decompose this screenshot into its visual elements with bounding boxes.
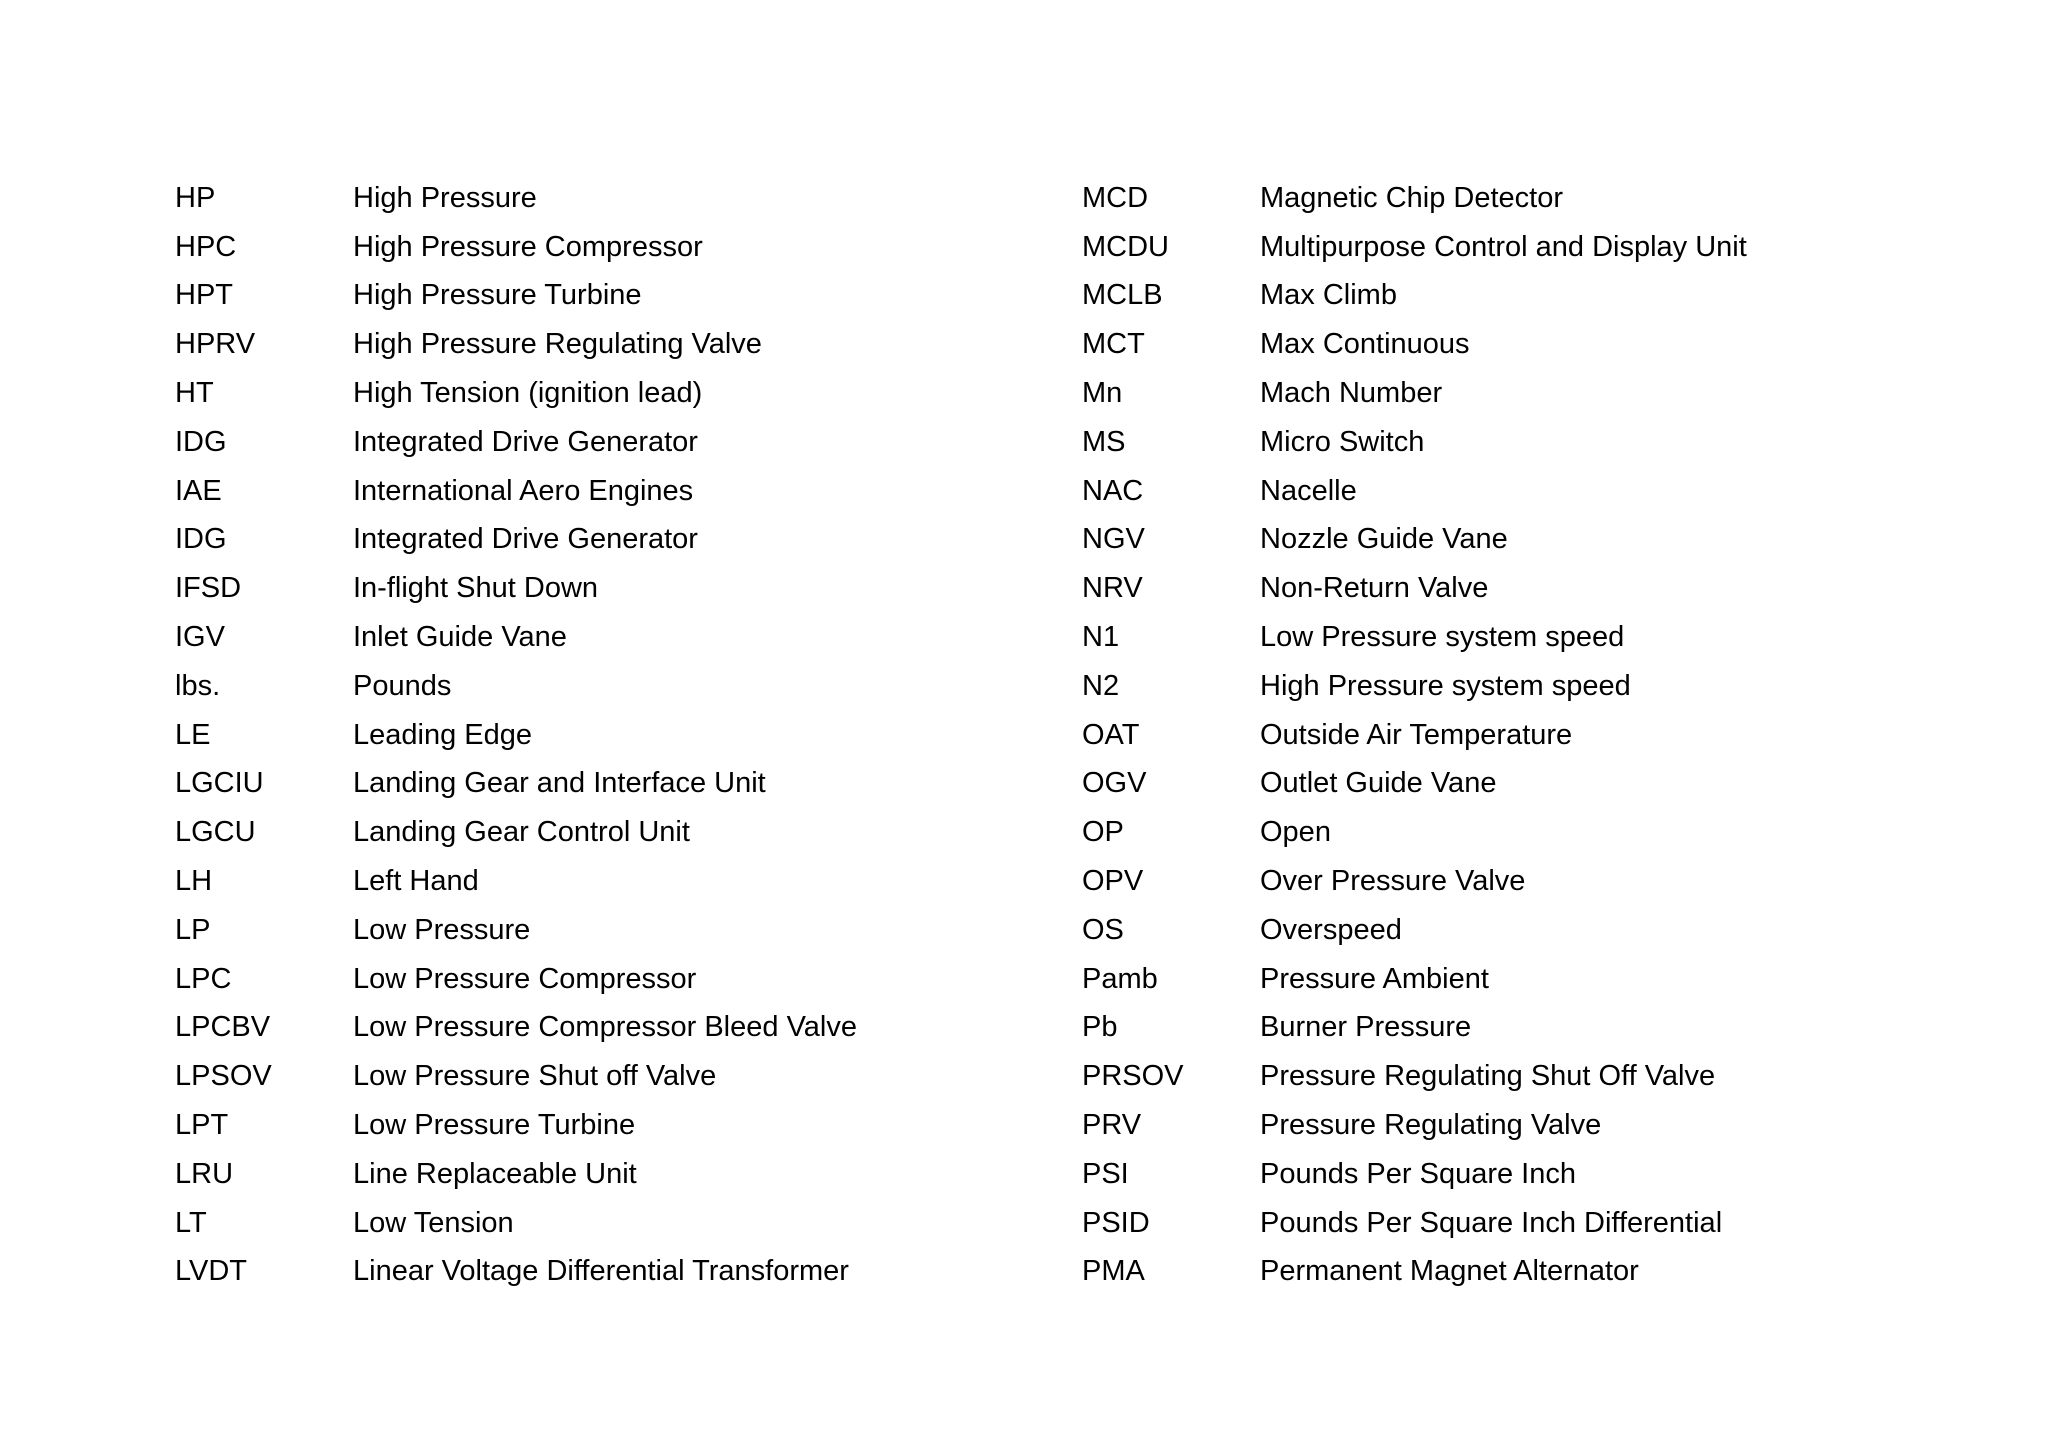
abbreviation-definition: Pounds Per Square Inch bbox=[1260, 1157, 1576, 1190]
abbreviation-row bbox=[175, 613, 1055, 662]
abbreviation-definition: Micro Switch bbox=[1260, 425, 1425, 458]
abbreviation-definition: Pressure Regulating Shut Off Valve bbox=[1260, 1060, 1716, 1093]
abbreviation-definition: Mach Number bbox=[1260, 377, 1443, 410]
abbreviation-row bbox=[1082, 467, 1962, 516]
abbreviation-definition: Line Replaceable Unit bbox=[353, 1157, 637, 1190]
abbreviation-row bbox=[1082, 1004, 1962, 1053]
abbreviation-row bbox=[175, 1199, 1055, 1248]
abbreviation-row bbox=[175, 808, 1055, 857]
abbreviation-row bbox=[1082, 808, 1962, 857]
abbreviation: NRV bbox=[1082, 572, 1143, 605]
abbreviation-definition: Low Pressure system speed bbox=[1260, 621, 1625, 654]
abbreviation: PMA bbox=[1082, 1255, 1145, 1288]
abbreviation: LH bbox=[175, 865, 213, 898]
abbreviation: N2 bbox=[1082, 669, 1120, 702]
abbreviation-row bbox=[1082, 711, 1962, 760]
abbreviation: LVDT bbox=[175, 1255, 247, 1288]
abbreviation: MCT bbox=[1082, 328, 1145, 361]
abbreviation-definition: Permanent Magnet Alternator bbox=[1260, 1255, 1639, 1288]
abbreviation-definition: Left Hand bbox=[353, 865, 479, 898]
abbreviation: LT bbox=[175, 1206, 207, 1239]
abbreviation-definition: International Aero Engines bbox=[353, 474, 694, 507]
abbreviation-definition: Inlet Guide Vane bbox=[353, 621, 567, 654]
abbreviation: MCD bbox=[1082, 181, 1149, 214]
abbreviation-definition: Landing Gear Control Unit bbox=[353, 816, 690, 849]
abbreviation: IDG bbox=[175, 425, 227, 458]
abbreviation-row bbox=[1082, 272, 1962, 321]
abbreviation-list-left bbox=[175, 174, 1055, 1296]
abbreviation: HP bbox=[175, 181, 216, 214]
abbreviation-row bbox=[175, 1150, 1055, 1199]
abbreviation: NGV bbox=[1082, 523, 1145, 556]
abbreviation-definition: Outlet Guide Vane bbox=[1260, 767, 1497, 800]
abbreviation-row bbox=[1082, 320, 1962, 369]
abbreviation-row bbox=[175, 564, 1055, 613]
abbreviation-row bbox=[1082, 1248, 1962, 1297]
abbreviation-list-right bbox=[1082, 174, 1962, 1296]
abbreviation: LE bbox=[175, 718, 211, 751]
abbreviation-definition: High Pressure bbox=[353, 181, 537, 214]
abbreviation-row bbox=[1082, 906, 1962, 955]
abbreviation-definition: Open bbox=[1260, 816, 1331, 849]
abbreviation-definition: High Pressure Turbine bbox=[353, 279, 642, 312]
abbreviation-row bbox=[175, 857, 1055, 906]
abbreviation-row bbox=[175, 711, 1055, 760]
abbreviation-row bbox=[175, 1052, 1055, 1101]
abbreviation-row bbox=[175, 760, 1055, 809]
abbreviation: LPT bbox=[175, 1109, 229, 1142]
abbreviation-row bbox=[1082, 223, 1962, 272]
abbreviation-row bbox=[1082, 1052, 1962, 1101]
abbreviation: LGCIU bbox=[175, 767, 264, 800]
abbreviation-definition: Low Pressure bbox=[353, 913, 531, 946]
abbreviation-definition: Non-Return Valve bbox=[1260, 572, 1489, 605]
abbreviation: HPC bbox=[175, 230, 237, 263]
abbreviation-row bbox=[175, 955, 1055, 1004]
abbreviation: Pb bbox=[1082, 1011, 1118, 1044]
abbreviation: IDG bbox=[175, 523, 227, 556]
abbreviation-definition: Low Pressure Compressor Bleed Valve bbox=[353, 1011, 857, 1044]
abbreviation-definition: High Pressure Regulating Valve bbox=[353, 328, 762, 361]
abbreviation: IGV bbox=[175, 621, 225, 654]
abbreviation-definition: Low Pressure Turbine bbox=[353, 1109, 636, 1142]
abbreviation-definition: Pressure Ambient bbox=[1260, 962, 1489, 995]
abbreviation-definition: Leading Edge bbox=[353, 718, 532, 751]
abbreviation-definition: Over Pressure Valve bbox=[1260, 865, 1526, 898]
abbreviation: PRV bbox=[1082, 1109, 1142, 1142]
abbreviation: NAC bbox=[1082, 474, 1144, 507]
abbreviation-definition: Burner Pressure bbox=[1260, 1011, 1472, 1044]
abbreviation: IAE bbox=[175, 474, 222, 507]
abbreviation-definition: Pressure Regulating Valve bbox=[1260, 1109, 1602, 1142]
abbreviation: OPV bbox=[1082, 865, 1144, 898]
abbreviation-definition: Linear Voltage Differential Transformer bbox=[353, 1255, 849, 1288]
abbreviation-definition: High Pressure system speed bbox=[1260, 669, 1631, 702]
abbreviation: HT bbox=[175, 377, 214, 410]
abbreviation-row bbox=[175, 223, 1055, 272]
abbreviation-row bbox=[1082, 516, 1962, 565]
abbreviation-definition: Outside Air Temperature bbox=[1260, 718, 1573, 751]
abbreviation-row bbox=[175, 320, 1055, 369]
abbreviation: N1 bbox=[1082, 621, 1120, 654]
abbreviation: PSID bbox=[1082, 1206, 1150, 1239]
abbreviation-definition: High Tension (ignition lead) bbox=[353, 377, 703, 410]
abbreviation-row bbox=[175, 662, 1055, 711]
abbreviation-row bbox=[1082, 857, 1962, 906]
abbreviation: MS bbox=[1082, 425, 1126, 458]
abbreviation: OP bbox=[1082, 816, 1124, 849]
abbreviation: LGCU bbox=[175, 816, 256, 849]
abbreviation-row bbox=[175, 272, 1055, 321]
abbreviation-row bbox=[1082, 369, 1962, 418]
abbreviation: HPT bbox=[175, 279, 233, 312]
abbreviation-row bbox=[1082, 1199, 1962, 1248]
abbreviation-definition: Low Tension bbox=[353, 1206, 514, 1239]
abbreviation-row bbox=[1082, 418, 1962, 467]
abbreviation-definition: Low Pressure Shut off Valve bbox=[353, 1060, 717, 1093]
abbreviation-row bbox=[175, 1248, 1055, 1297]
abbreviation: OGV bbox=[1082, 767, 1147, 800]
abbreviation-definition: Nacelle bbox=[1260, 474, 1357, 507]
abbreviation-definition: Max Continuous bbox=[1260, 328, 1470, 361]
abbreviation: OAT bbox=[1082, 718, 1140, 751]
abbreviation-definition: In-flight Shut Down bbox=[353, 572, 599, 605]
abbreviation-row bbox=[1082, 1150, 1962, 1199]
abbreviation-row bbox=[175, 369, 1055, 418]
abbreviation-definition: High Pressure Compressor bbox=[353, 230, 703, 263]
abbreviation-definition: Magnetic Chip Detector bbox=[1260, 181, 1564, 214]
abbreviation: Mn bbox=[1082, 377, 1123, 410]
abbreviation-row bbox=[1082, 662, 1962, 711]
abbreviation-definition: Low Pressure Compressor bbox=[353, 962, 697, 995]
abbreviation: MCLB bbox=[1082, 279, 1163, 312]
abbreviation: PSI bbox=[1082, 1157, 1129, 1190]
abbreviation-definition: Integrated Drive Generator bbox=[353, 425, 698, 458]
abbreviation-row bbox=[1082, 955, 1962, 1004]
abbreviation-row bbox=[1082, 760, 1962, 809]
abbreviation: LPSOV bbox=[175, 1060, 272, 1093]
abbreviation: LP bbox=[175, 913, 211, 946]
abbreviation: PRSOV bbox=[1082, 1060, 1184, 1093]
abbreviation-row bbox=[175, 906, 1055, 955]
abbreviation-definition: Overspeed bbox=[1260, 913, 1402, 946]
abbreviation-definition: Max Climb bbox=[1260, 279, 1397, 312]
abbreviation-definition: Pounds Per Square Inch Differential bbox=[1260, 1206, 1723, 1239]
abbreviation-row bbox=[175, 467, 1055, 516]
abbreviation: OS bbox=[1082, 913, 1124, 946]
abbreviation-row bbox=[175, 418, 1055, 467]
abbreviation-row bbox=[1082, 613, 1962, 662]
abbreviation-definition: Landing Gear and Interface Unit bbox=[353, 767, 766, 800]
abbreviation: LPCBV bbox=[175, 1011, 271, 1044]
abbreviation-row bbox=[1082, 564, 1962, 613]
abbreviation-definition: Multipurpose Control and Display Unit bbox=[1260, 230, 1747, 263]
abbreviation-row bbox=[175, 174, 1055, 223]
abbreviation: lbs. bbox=[175, 669, 221, 702]
abbreviation: LRU bbox=[175, 1157, 234, 1190]
abbreviation-definition: Pounds bbox=[353, 669, 452, 702]
abbreviation-definition: Nozzle Guide Vane bbox=[1260, 523, 1508, 556]
abbreviation-row bbox=[175, 1101, 1055, 1150]
abbreviation-row bbox=[1082, 174, 1962, 223]
abbreviation-row bbox=[1082, 1101, 1962, 1150]
abbreviation: HPRV bbox=[175, 328, 256, 361]
abbreviation-definition: Integrated Drive Generator bbox=[353, 523, 698, 556]
abbreviation-row bbox=[175, 516, 1055, 565]
abbreviation: LPC bbox=[175, 962, 232, 995]
abbreviation-row bbox=[175, 1004, 1055, 1053]
abbreviation: MCDU bbox=[1082, 230, 1169, 263]
abbreviation: IFSD bbox=[175, 572, 242, 605]
abbreviation: Pamb bbox=[1082, 962, 1158, 995]
